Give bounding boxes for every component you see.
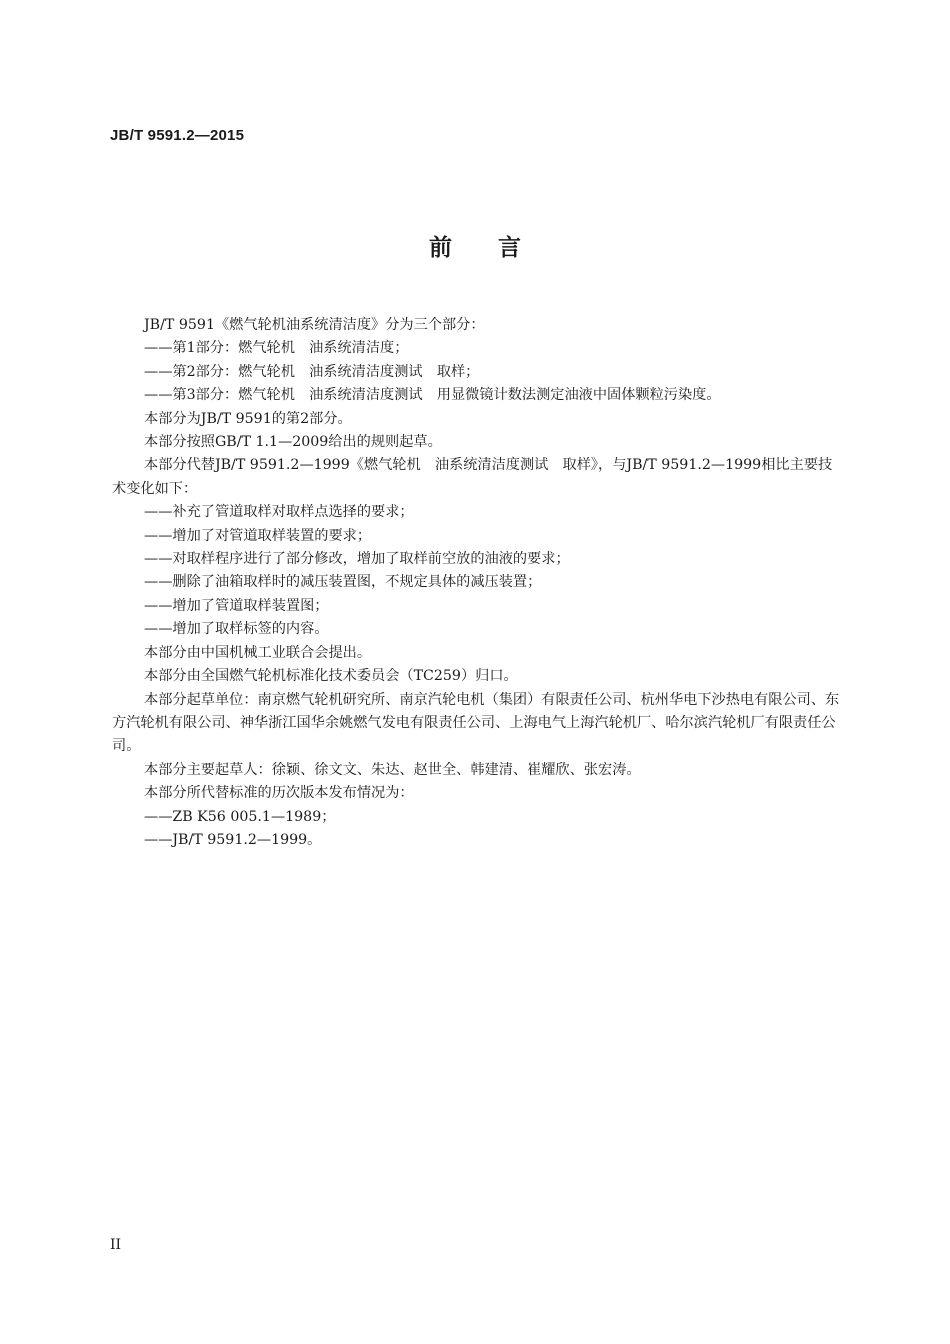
list-item: ——第2部分：燃气轮机 油系统清洁度测试 取样；: [144, 363, 480, 380]
foreword-body: [112, 314, 842, 852]
paragraph: 本部分代替JB/T 9591.2—1999《燃气轮机 油系统清洁度测试 取样》，与JB/T 9591.2—1999相比主要技术变化如下：: [112, 457, 833, 497]
title-char-1: 前: [429, 235, 452, 261]
list-item: ——删除了油箱取样时的减压装置图，不规定具体的减压装置；: [144, 574, 542, 591]
list-item: ——补充了管道取样对取样点选择的要求；: [144, 504, 414, 521]
list-item: ——第1部分：燃气轮机 油系统清洁度；: [144, 340, 409, 357]
list-item: ——ZB K56 005.1—1989；: [144, 808, 336, 825]
paragraph: 本部分所代替标准的历次版本发布情况为：: [144, 785, 414, 802]
list-item: ——对取样程序进行了部分修改，增加了取样前空放的油液的要求；: [144, 551, 570, 568]
page-number: II: [110, 1237, 122, 1253]
list-item: ——增加了对管道取样装置的要求；: [144, 527, 372, 544]
list-item: ——增加了取样标签的内容。: [144, 621, 329, 638]
paragraph: 本部分按照GB/T 1.1—2009给出的规则起草。: [144, 434, 442, 451]
paragraph: 本部分为JB/T 9591的第2部分。: [144, 410, 352, 427]
paragraph: 本部分起草单位：南京燃气轮机研究所、南京汽轮电机（集团）有限责任公司、杭州华电下沙热电有限公司、东方汽轮机有限公司、神华浙江国华余姚燃气发电有限责任公司、上海电气上海汽轮机厂、哈尔滨汽轮机厂有限责任公司。: [112, 691, 840, 755]
page-title: [0, 229, 950, 262]
standard-code-header: JB/T 9591.2—2015: [110, 127, 245, 144]
title-char-2: 言: [498, 235, 521, 261]
list-item: ——第3部分：燃气轮机 油系统清洁度测试 用显微镜计数法测定油液中固体颗粒污染度。: [144, 387, 721, 404]
paragraph: JB/T 9591《燃气轮机油系统清洁度》分为三个部分：: [144, 317, 485, 333]
paragraph: 本部分由中国机械工业联合会提出。: [144, 644, 372, 661]
list-item: ——增加了管道取样装置图；: [144, 597, 329, 614]
paragraph: 本部分由全国燃气轮机标准化技术委员会（TC259）归口。: [144, 668, 518, 685]
paragraph: 本部分主要起草人：徐颖、徐文文、朱达、赵世全、韩建清、崔耀欣、张宏涛。: [144, 761, 641, 778]
list-item: ——JB/T 9591.2—1999。: [144, 831, 322, 848]
